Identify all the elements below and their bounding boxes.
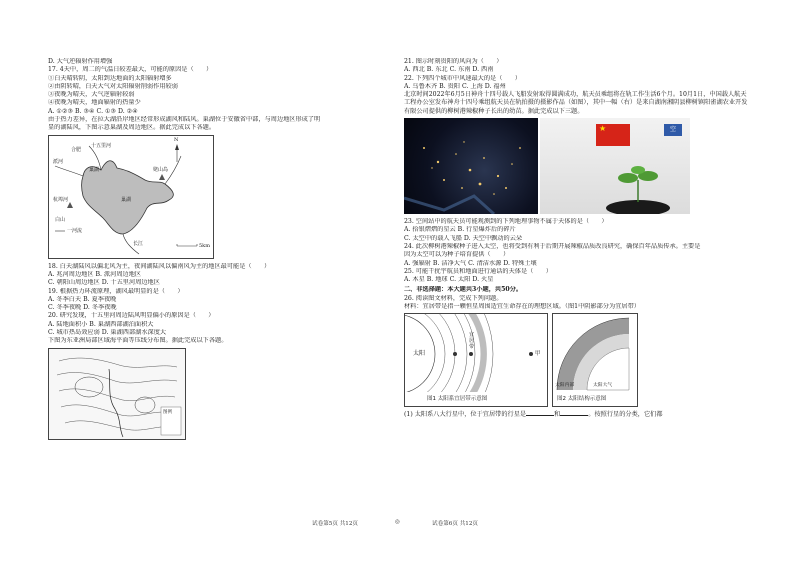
map-label: 白山: [55, 216, 66, 223]
shenzhou-paragraph: 北京时间2022年6月5日神舟十四号载人飞船发射取得圆满成功，航天员乘组将在轨工作生活6个月。10月1日，中国载人航天工程办公室发布神舟十四号乘组航天员在轨拍摄的摄影作品（如图），其中一幅（右）是来自湖南湘阴县柳树镇阳雀湖农业开发有限公司提供的柳树港辣椒种子长出的幼苗。据此完成以下三题。: [404, 91, 748, 115]
map-legend-label: 图例: [163, 409, 172, 415]
sun-label: 太阳: [413, 350, 426, 358]
earth-night-photo: [404, 118, 538, 214]
chaohu-map: [48, 135, 214, 259]
map-legend-river: 一河流: [67, 227, 83, 234]
habitable-zone-label: 宜居带: [469, 332, 475, 351]
text-line: C. 朝阳山周边地区 D. 十五里河周边地区: [48, 279, 160, 287]
photo-row: [404, 118, 749, 216]
text-line: C. 冬季夜晚 D. 冬季夜晚: [48, 304, 117, 312]
habitable-zone-svg: [405, 314, 547, 406]
page-number-right: 试卷第6页 共12页: [432, 521, 479, 527]
answer-blank[interactable]: [526, 409, 554, 416]
text-span: 。按照行星的分类，它们都: [588, 411, 663, 419]
map-label: 派河: [53, 158, 64, 165]
text-span: 和: [554, 411, 561, 419]
text-line: A. ①②③ B. ③④ C. ①③ D. ②④: [48, 107, 138, 115]
question-18: 18. 白天湖陆风以偏北风为主，夜间湖陆风以偏南风为主的地区最可能是（ ）: [48, 262, 271, 270]
text-line: 由于热力差异，在拉大湖沿岸地区经常形成湖风和陆风。巢湖位于安徽省中部，与周边地区形成了明: [48, 116, 321, 124]
isobar-map-svg: [49, 349, 185, 439]
solar-figures: [404, 313, 749, 409]
pepper-seedling-photo: [540, 118, 690, 214]
text-line: C. 太空中的载人飞船 D. 天空中飘动的云朵: [404, 234, 523, 242]
page-number-left: 试卷第5页 共12页: [312, 521, 359, 527]
text-line: ①白天晴转阴，太阳到达地面的太阳辐射增多: [48, 74, 172, 82]
text-line: ④夜晚为晴天，地面辐射的热量少: [48, 99, 141, 107]
question-22: 22. 下列四个城市中风速最大的是（ ）: [404, 74, 521, 82]
text-line: 因为太空可以为种子培育提供（ ）: [404, 251, 510, 259]
text-line: A. 西北 B. 东北 C. 东南 D. 西南: [404, 66, 494, 74]
text-line: A. 陆地面积小 B. 巢湖西部湖泊面积大: [48, 320, 154, 328]
flag-star-icon: ★: [599, 124, 607, 134]
text-line: A. 木星 B. 地球 C. 太阳 D. 火星: [404, 276, 494, 284]
question-21: 21. 图示时刻贵阳的风向为（ ）: [404, 58, 503, 65]
left-column: [48, 58, 393, 440]
text-line: A. 乌鲁木齐 B. 贵阳 C. 上海 D. 福州: [404, 82, 506, 90]
program-badge: 空: [664, 124, 682, 136]
sun-interior-label: 太阳内部: [555, 383, 575, 389]
answer-blank[interactable]: [560, 409, 588, 416]
text-line: C. 城市热岛效应弱 D. 巢湖西部湖水深度大: [48, 329, 167, 337]
text-span: (1) 太阳系八大行星中，位于宜居带的行星是: [404, 411, 527, 419]
mountain-icon: [159, 174, 165, 180]
text-line: A. 拾银熠熠的星云 B. 行星爆炸后的碎片: [404, 226, 516, 234]
text-line: 下图为东亚洲局部区域海平面等压线分布图。据此完成以下各题。: [48, 337, 228, 345]
section-heading: 二、非选择题：本大题共3小题，共50分。: [404, 286, 523, 294]
page-separator-icon: ◎: [395, 519, 400, 525]
right-column: [404, 58, 749, 420]
text-line: ③夜晚为晴天，大气逆辐射较弱: [48, 91, 135, 99]
isobar-map: [48, 348, 186, 440]
question-20: 20. 研究发现，十五里河周边陆风明显偏小的原因是（ ）: [48, 312, 215, 320]
scale-label: 5km: [199, 242, 210, 249]
text-line: 显的湖陆风，下图示意巢湖及周边地区。据此完成以下各题。: [48, 124, 216, 132]
north-arrow-icon: [175, 144, 179, 150]
map-label: 姥山岛: [153, 166, 169, 173]
sun-structure-svg: [553, 314, 637, 406]
question-26-1: [404, 409, 749, 419]
question-23: 23. 空间站中的航天员可能观测到的下列地理事物不属于天体的是（ ）: [404, 218, 608, 226]
text-line: ②由阴转晴，白天大气对太阳辐射削弱作用较弱: [48, 82, 178, 90]
question-17: 17. 4天中，周二的气温日较差最大，可能的原因是（ ）: [48, 66, 213, 74]
map-label: 巢湖: [89, 166, 100, 173]
map-label: 巢湖: [121, 196, 132, 203]
habitable-zone-figure: [404, 313, 548, 407]
map-label: 长江: [133, 240, 144, 247]
map-label: 合肥: [71, 146, 82, 153]
text-line: A. 兆河周边地区 B. 派河周边地区: [48, 270, 142, 278]
question-19: 19. 根据热力环流原理，湖风最明显的是（ ）: [48, 287, 184, 295]
river-line: [55, 166, 83, 176]
question-24: 24. 此次柳树港辣椒种子进入太空，也将受到有利于后期开展辣椒品质改良研究，确保百年品质传承。主要是: [404, 242, 701, 250]
planet-jia-label: 甲: [535, 351, 541, 358]
question-26: 26. 阅读图文材料，完成下列问题。: [404, 294, 503, 302]
text-line: A. 强辐射 B. 洁净大气 C. 清洁水源 D. 特殊土壤: [404, 259, 537, 267]
text-line: A. 冬季白天 B. 夏季夜晚: [48, 295, 117, 303]
city-lights-svg: [404, 118, 538, 214]
sun-structure-figure: [552, 313, 638, 407]
north-label: N: [174, 136, 179, 143]
figure-caption: 图2 太阳结构示意图: [557, 396, 607, 403]
sun-atmosphere-label: 太阳大气: [593, 383, 613, 389]
seedling-svg: [540, 118, 690, 214]
figure-caption: 图1 太阳系宜居带示意图: [427, 396, 488, 403]
question-25: 25. 可能干扰宇航员和地面进行通话的天体是（ ）: [404, 267, 552, 275]
map-label: 杭埠河: [53, 196, 69, 203]
material-text: 材料：宜居带是指一颗恒星周围适宜生命存在的理想区域。（图1中阴影部分为宜居带）: [404, 303, 640, 311]
map-label: 十五里河: [91, 142, 112, 149]
text-line: D. 大气逆辐射作用增强: [48, 58, 113, 65]
